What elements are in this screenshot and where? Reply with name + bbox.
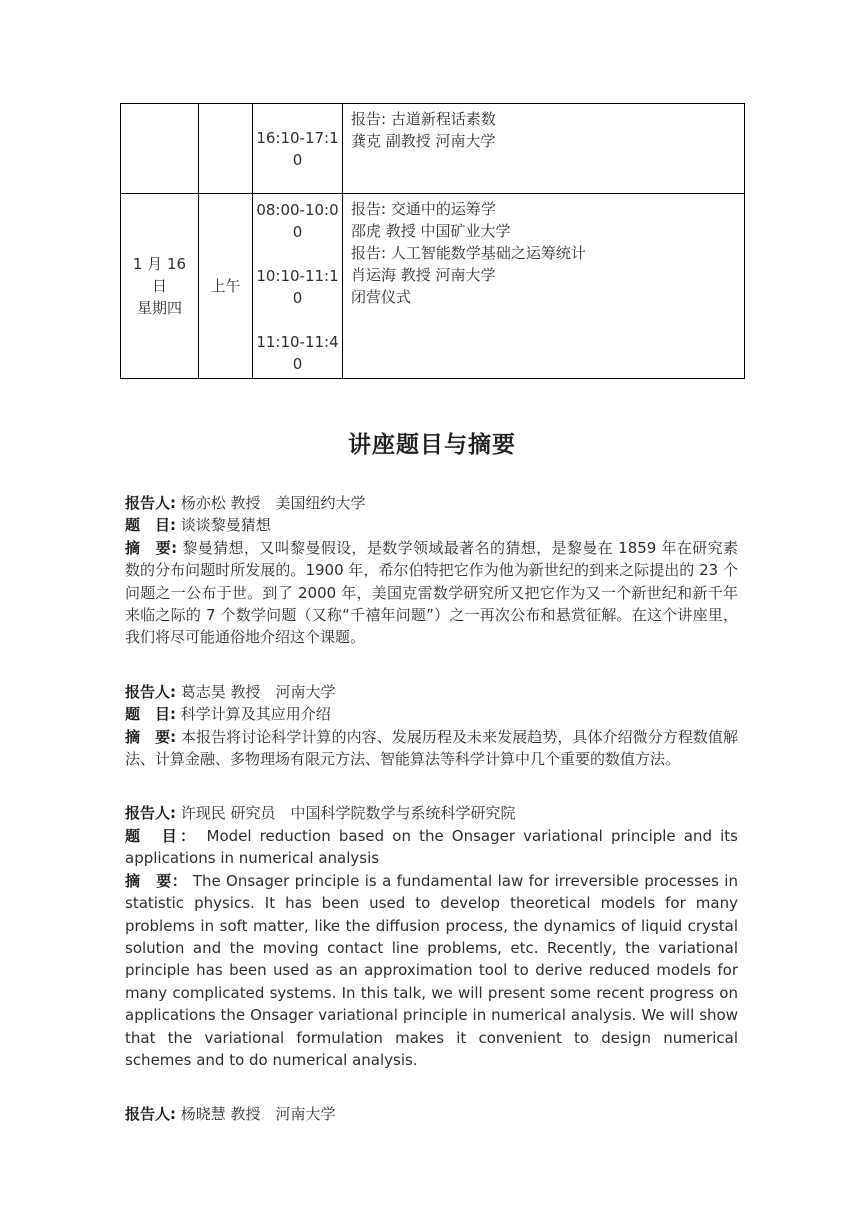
talk-block: [125, 492, 738, 649]
content-cell: [343, 194, 745, 379]
talk-block: [125, 802, 738, 1071]
time-range: 10:10-11:10: [256, 267, 339, 307]
section-title: 讲座题目与摘要: [348, 432, 516, 458]
speaker-line: [125, 1103, 738, 1125]
speaker-line: [125, 802, 738, 824]
time-range: 08:00-10:00: [256, 201, 339, 241]
speaker-text: 杨晓慧 教授 河南大学: [180, 1105, 336, 1124]
speaker-text: 杨亦松 教授 美国纽约大学: [180, 494, 366, 512]
abstract-text: The Onsager principle is a fundamental law for irreversible processes in statistic physics. It has been used to develop theoretical models for many problems in soft matter, like the diffusion process, the dynamics of liquid crystal solution and the moving contact line problems, etc. Recently, the variational principle has been used as an approximation tool to derive reduced models for many complicated systems. In this talk, we will present some recent progress on applications the Onsager variational principle in numerical analysis. We will show that the variational formulation makes it convenient to design numerical schemes and to do numerical analysis.: [125, 871, 738, 1069]
talk-block: [125, 681, 738, 771]
abstract-text: 黎曼猜想，又叫黎曼假设，是数学领域最著名的猜想，是黎曼在 1859 年在研究素数的分布问题时所发展的。1900 年，希尔伯特把它作为他为新世纪的到来之际提出的 23 个问题之一公布于世。到了 2000 年，美国克雷数学研究所又把它作为又一个新世纪和新千年来临之际的 7 个数学问题（又称“千禧年问题”）之一再次公布和悬赏征解。在这个讲座里，我们将尽可能通俗地介绍这个课题。: [125, 538, 738, 647]
speaker-label: 报告人:: [125, 804, 176, 823]
abstract-paragraph: [125, 870, 738, 1072]
date-line: 星期四: [136, 299, 182, 317]
session-cell: 上午: [199, 194, 253, 379]
title-line: [125, 825, 738, 870]
date-cell: [121, 104, 199, 194]
content-line: 报告: 人工智能数学基础之运筹统计: [351, 244, 586, 262]
date-line: 日: [151, 277, 167, 295]
abstract-label: 摘 要:: [125, 538, 178, 557]
content-cell: [343, 104, 745, 194]
time-cell: [253, 194, 343, 379]
talks-section: [125, 492, 738, 1158]
speaker-line: [125, 681, 738, 703]
title-label: 题 目：: [125, 826, 199, 845]
content-line: 闭营仪式: [351, 288, 412, 306]
title-line: [125, 514, 738, 536]
time-range: 16:10-17:10: [256, 128, 339, 169]
abstract-text: 本报告将讨论科学计算的内容、发展历程及未来发展趋势，具体介绍微分方程数值解法、计算金融、多物理场有限元方法、智能算法等科学计算中几个重要的数值方法。: [125, 727, 738, 769]
title-label: 题 目:: [125, 705, 176, 724]
table-row: [121, 104, 745, 194]
content-line: 报告: 交通中的运筹学: [351, 200, 496, 218]
title-text: 科学计算及其应用介绍: [180, 705, 331, 724]
content-line: 龚克 副教授 河南大学: [351, 132, 496, 150]
speaker-text: 葛志昊 教授 河南大学: [180, 682, 336, 701]
title-line: [125, 703, 738, 725]
time-range: 11:10-11:40: [256, 333, 339, 373]
talk-block: [125, 1103, 738, 1125]
content-line: 报告: 古道新程话素数: [351, 110, 496, 128]
speaker-label: 报告人:: [125, 682, 176, 701]
title-text: Model reduction based on the Onsager variational principle and its applications in numerical analysis: [125, 826, 738, 868]
schedule-table: [120, 103, 745, 379]
abstract-label: 摘 要:: [125, 727, 177, 746]
abstract-paragraph: [125, 537, 738, 649]
speaker-line: [125, 492, 738, 514]
abstract-label: 摘 要：: [125, 871, 188, 890]
speaker-label: 报告人:: [125, 494, 176, 512]
table-row: [121, 194, 745, 379]
session-cell: [199, 104, 253, 194]
speaker-label: 报告人:: [125, 1105, 176, 1124]
content-line: 肖运海 教授 河南大学: [351, 266, 496, 284]
content-line: 邵虎 教授 中国矿业大学: [351, 222, 511, 240]
title-label: 题 目:: [125, 516, 176, 535]
date-line: 1 月 16: [132, 255, 187, 273]
date-cell: [121, 194, 199, 379]
title-text: 谈谈黎曼猜想: [180, 516, 271, 535]
abstract-paragraph: [125, 726, 738, 771]
speaker-text: 许现民 研究员 中国科学院数学与系统科学研究院: [180, 804, 516, 823]
time-cell: [253, 104, 343, 194]
